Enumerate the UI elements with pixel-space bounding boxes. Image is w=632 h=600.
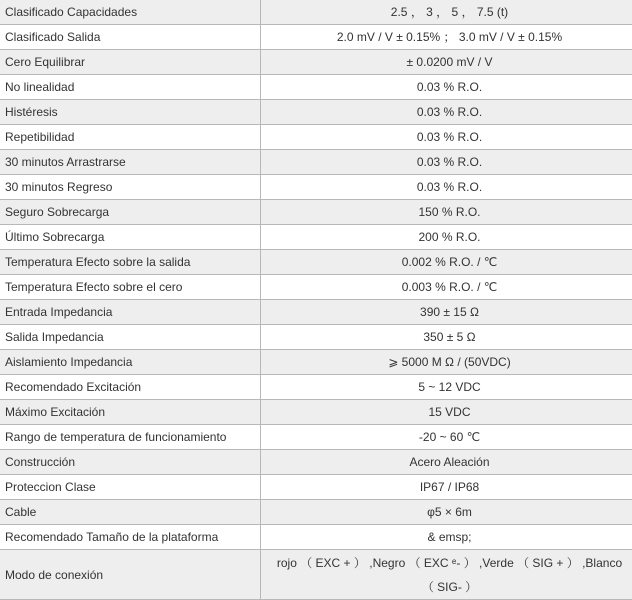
table-row xyxy=(0,450,632,475)
table-row xyxy=(0,375,632,400)
spec-label: Recomendado Tamaño de la plataforma xyxy=(0,525,261,550)
spec-value: Acero Aleación xyxy=(261,450,632,475)
spec-label: Repetibilidad xyxy=(0,125,261,150)
table-row xyxy=(0,200,632,225)
table-row xyxy=(0,125,632,150)
table-row xyxy=(0,525,632,550)
spec-label: Cero Equilibrar xyxy=(0,50,261,75)
spec-value: 2.5 ， 3 ， 5 ， 7.5 (t) xyxy=(261,0,632,25)
spec-value: 0.03 % R.O. xyxy=(261,175,632,200)
table-row xyxy=(0,325,632,350)
table-row xyxy=(0,100,632,125)
spec-value: 2.0 mV / V ± 0.15% ； 3.0 mV / V ± 0.15% xyxy=(261,25,632,50)
spec-label: Seguro Sobrecarga xyxy=(0,200,261,225)
spec-value: 350 ± 5 Ω xyxy=(261,325,632,350)
spec-value: 15 VDC xyxy=(261,400,632,425)
spec-value: 150 % R.O. xyxy=(261,200,632,225)
table-row xyxy=(0,500,632,525)
table-row xyxy=(0,400,632,425)
spec-label: Máximo Excitación xyxy=(0,400,261,425)
spec-value: 0.03 % R.O. xyxy=(261,150,632,175)
spec-label: Rango de temperatura de funcionamiento xyxy=(0,425,261,450)
spec-label: Último Sobrecarga xyxy=(0,225,261,250)
spec-label: Proteccion Clase xyxy=(0,475,261,500)
table-row xyxy=(0,150,632,175)
spec-value xyxy=(261,550,632,600)
spec-value: IP67 / IP68 xyxy=(261,475,632,500)
table-row xyxy=(0,75,632,100)
spec-label: 30 minutos Arrastrarse xyxy=(0,150,261,175)
table-row xyxy=(0,50,632,75)
spec-value: 0.03 % R.O. xyxy=(261,75,632,100)
spec-label: No linealidad xyxy=(0,75,261,100)
table-row xyxy=(0,0,632,25)
table-row xyxy=(0,275,632,300)
spec-label: Clasificado Capacidades xyxy=(0,0,261,25)
spec-label: Construcción xyxy=(0,450,261,475)
spec-label: 30 minutos Regreso xyxy=(0,175,261,200)
spec-value: ± 0.0200 mV / V xyxy=(261,50,632,75)
spec-value: 5 ~ 12 VDC xyxy=(261,375,632,400)
spec-label: Temperatura Efecto sobre el cero xyxy=(0,275,261,300)
table-row xyxy=(0,425,632,450)
spec-value: φ5 × 6m xyxy=(261,500,632,525)
spec-label: Clasificado Salida xyxy=(0,25,261,50)
spec-label: Recomendado Excitación xyxy=(0,375,261,400)
table-row xyxy=(0,350,632,375)
spec-label: Histéresis xyxy=(0,100,261,125)
table-row xyxy=(0,225,632,250)
table-row xyxy=(0,475,632,500)
spec-value: & emsp; xyxy=(261,525,632,550)
table-row xyxy=(0,300,632,325)
spec-value: 200 % R.O. xyxy=(261,225,632,250)
spec-value: 0.002 % R.O. / ℃ xyxy=(261,250,632,275)
spec-value: 0.03 % R.O. xyxy=(261,125,632,150)
spec-value: 0.003 % R.O. / ℃ xyxy=(261,275,632,300)
table-row xyxy=(0,250,632,275)
spec-value: 390 ± 15 Ω xyxy=(261,300,632,325)
spec-value-line: （ SIG- ） xyxy=(261,575,632,599)
spec-value: 0.03 % R.O. xyxy=(261,100,632,125)
spec-label: Temperatura Efecto sobre la salida xyxy=(0,250,261,275)
spec-label: Modo de conexión xyxy=(0,550,261,600)
table-row xyxy=(0,25,632,50)
spec-value-line: rojo （ EXC + ） ,Negro （ EXC ᵉ- ） ,Verde （ SIG + ） ,Blanco xyxy=(261,551,632,575)
spec-value: -20 ~ 60 ℃ xyxy=(261,425,632,450)
spec-label: Aislamiento Impedancia xyxy=(0,350,261,375)
spec-label: Cable xyxy=(0,500,261,525)
table-row xyxy=(0,550,632,600)
spec-label: Entrada Impedancia xyxy=(0,300,261,325)
spec-label: Salida Impedancia xyxy=(0,325,261,350)
table-row xyxy=(0,175,632,200)
spec-value: ⩾ 5000 M Ω / (50VDC) xyxy=(261,350,632,375)
